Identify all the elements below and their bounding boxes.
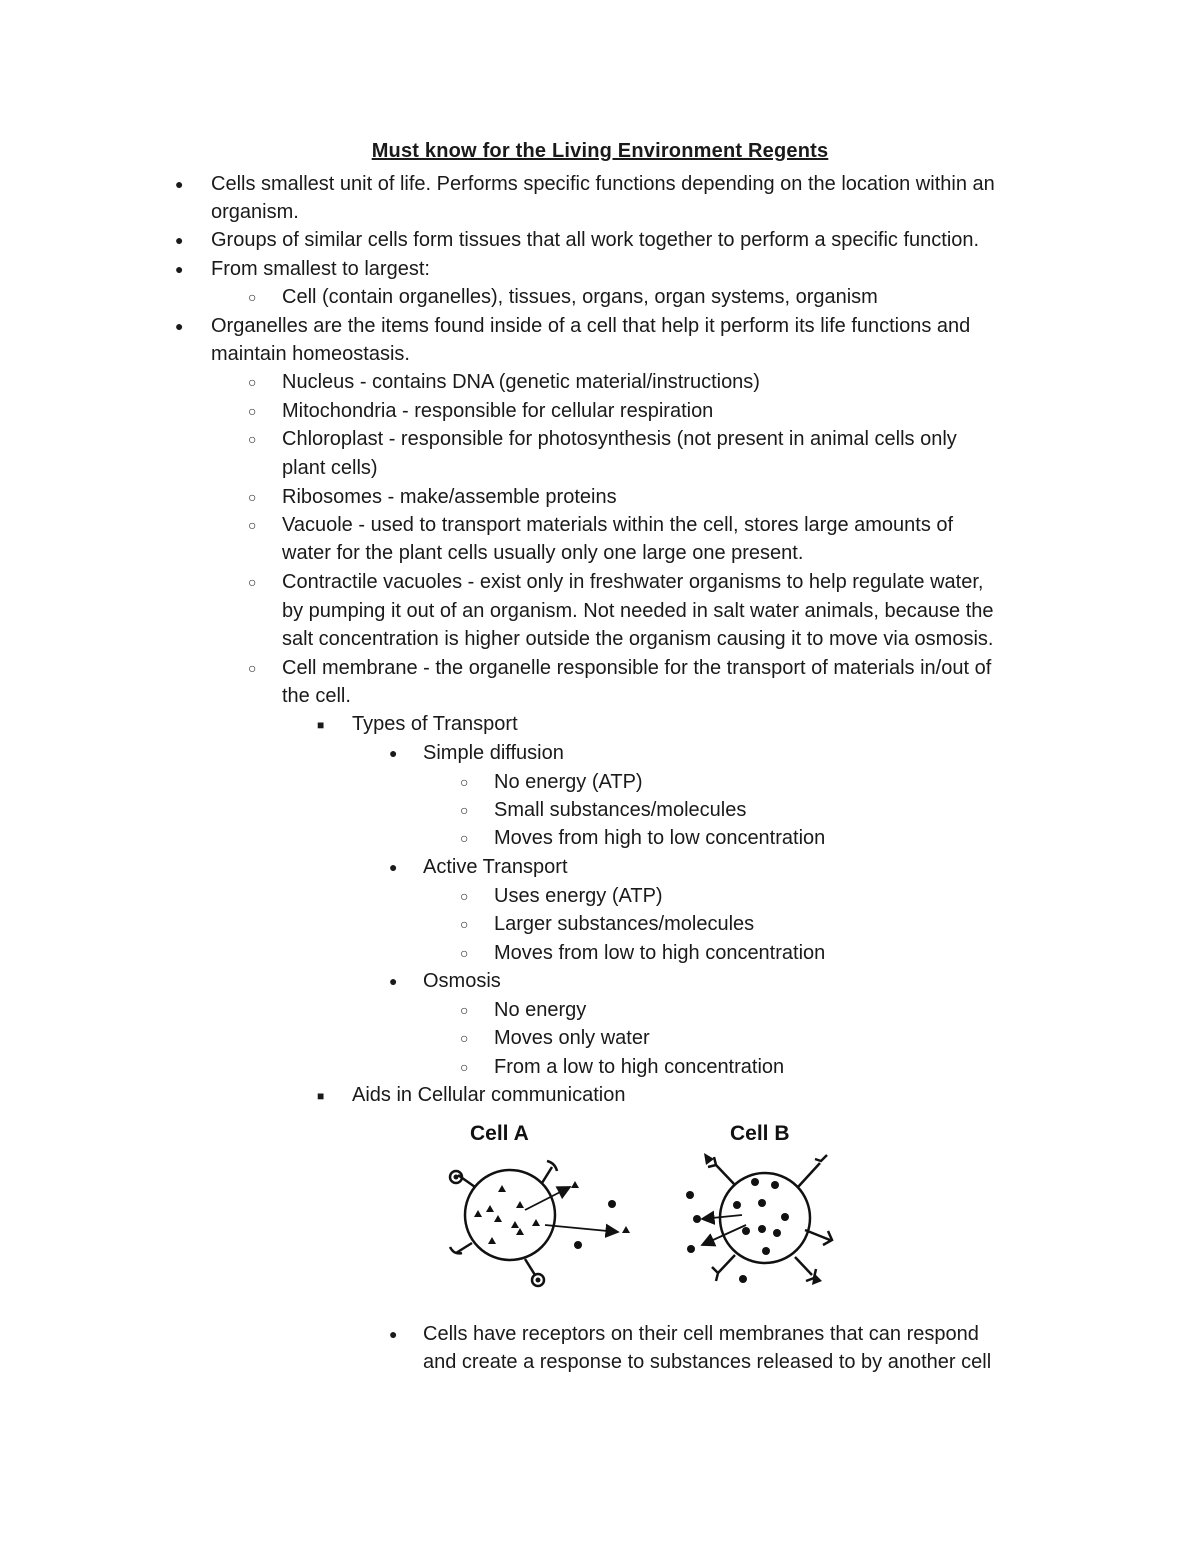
cell-a-molecules [454, 1175, 631, 1283]
list-item-continuation: water for the plant cells usually only one large one present. [282, 542, 804, 564]
bullet-disc [175, 312, 183, 341]
list-item: Mitochondria - responsible for cellular respiration [282, 400, 714, 422]
list-item: No energy (ATP) [494, 771, 643, 793]
bullet-circle [460, 796, 468, 825]
cell-a [450, 1161, 557, 1286]
bullet-circle [248, 483, 256, 512]
bullet-circle [248, 368, 256, 397]
bullet-circle [460, 1024, 468, 1053]
list-item: Uses energy (ATP) [494, 885, 663, 907]
list-item: Cells have receptors on their cell membranes that can respond [423, 1323, 979, 1345]
list-item: Vacuole - used to transport materials within the cell, stores large amounts of [282, 514, 954, 536]
list-item: Small substances/molecules [494, 799, 747, 821]
bullet-square [317, 710, 324, 740]
bullet-circle [248, 511, 256, 540]
list-item-continuation: plant cells) [282, 457, 378, 479]
bullet-circle [460, 910, 468, 939]
list-item: Active Transport [423, 856, 568, 878]
cell-communication-diagram [430, 1115, 870, 1295]
bullet-circle [460, 1053, 468, 1082]
list-item: Moves from high to low concentration [494, 827, 826, 849]
list-item: Chloroplast - responsible for photosynthesis (not present in animal cells only [282, 428, 957, 450]
list-item: Aids in Cellular communication [352, 1084, 626, 1106]
cell-b-label: Cell B [730, 1122, 790, 1145]
list-item: Ribosomes - make/assemble proteins [282, 486, 617, 508]
bullet-circle [248, 425, 256, 454]
bullet-circle [248, 654, 256, 683]
bullet-circle [460, 768, 468, 797]
bullet-circle [248, 568, 256, 597]
bullet-square [317, 1081, 324, 1111]
list-item: Organelles are the items found inside of a cell that help it perform its life functions and [211, 315, 971, 337]
bullet-disc [175, 255, 183, 284]
bullet-circle [248, 283, 256, 312]
list-item-continuation: the cell. [282, 685, 351, 707]
list-item-continuation: maintain homeostasis. [211, 343, 410, 365]
list-item: Simple diffusion [423, 742, 564, 764]
list-item: Types of Transport [352, 713, 518, 735]
list-item-continuation: salt concentration is higher outside the organism causing it to move via osmosis. [282, 628, 994, 650]
bullet-circle [460, 939, 468, 968]
bullet-circle [460, 824, 468, 853]
list-item: Cell (contain organelles), tissues, organs, organ systems, organism [282, 286, 878, 308]
cell-a-label: Cell A [470, 1122, 529, 1145]
list-item-continuation: and create a response to substances released to by another cell [423, 1351, 992, 1373]
bullet-circle [248, 397, 256, 426]
list-item: From smallest to largest: [211, 258, 430, 280]
list-item-continuation: organism. [211, 201, 299, 223]
list-item: Moves only water [494, 1027, 650, 1049]
list-item: Nucleus - contains DNA (genetic material/instructions) [282, 371, 760, 393]
list-item: Cell membrane - the organelle responsible for the transport of materials in/out of [282, 657, 992, 679]
cell-b [708, 1155, 832, 1281]
bullet-circle [460, 882, 468, 911]
bullet-disc [175, 170, 183, 199]
list-item: No energy [494, 999, 587, 1021]
bullet-disc [175, 226, 183, 255]
bullet-disc [389, 853, 397, 882]
list-item: Larger substances/molecules [494, 913, 755, 935]
list-item: Contractile vacuoles - exist only in freshwater organisms to help regulate water, [282, 571, 984, 593]
list-item: From a low to high concentration [494, 1056, 785, 1078]
list-item: Moves from low to high concentration [494, 942, 826, 964]
bullet-disc [389, 1320, 397, 1349]
list-item: Groups of similar cells form tissues that all work together to perform a specific function. [211, 229, 980, 251]
bullet-disc [389, 967, 397, 996]
bullet-circle [460, 996, 468, 1025]
list-item-continuation: by pumping it out of an organism. Not needed in salt water animals, because the [282, 600, 994, 622]
bullet-disc [389, 739, 397, 768]
page-title: Must know for the Living Environment Regents [371, 140, 829, 162]
list-item: Osmosis [423, 970, 501, 992]
list-item: Cells smallest unit of life. Performs specific functions depending on the location within an [211, 173, 995, 195]
